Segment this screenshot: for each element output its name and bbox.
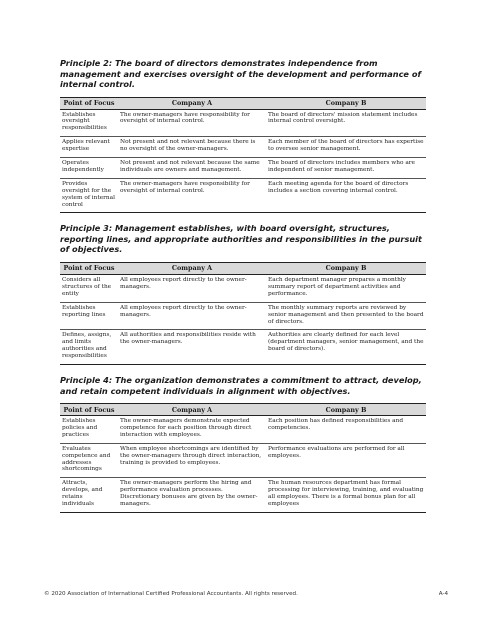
table-row (60, 274, 426, 302)
point-of-focus-cell: Establishes reporting lines (60, 302, 118, 330)
company-a-cell: The owner-managers have responsibility for oversight of internal control. (118, 178, 266, 213)
company-a-cell: Not present and not relevant because there is no oversight of the owner-managers. (118, 137, 266, 158)
company-b-cell: Authorities are clearly defined for each level (department managers, senior management, and the board of directors). (266, 330, 426, 365)
principle-3-heading: Principle 3: Management establishes, with board oversight, structures, reporting lines, and appropriate authorities and responsibilities in the pursuit of objectives. (60, 223, 422, 255)
column-header-company-a: Company A (118, 97, 266, 109)
point-of-focus-cell: Provides oversight for the system of internal control (60, 178, 118, 213)
table-row (60, 158, 426, 179)
table-row (60, 137, 426, 158)
point-of-focus-cell: Establishes policies and practices (60, 416, 118, 444)
principle-2-heading: Principle 2: The board of directors demonstrates independence from management and exercises oversight of the development and performance of internal control. (60, 58, 422, 89)
company-b-cell: Each position has defined responsibilities and competencies. (266, 416, 426, 444)
point-of-focus-cell: Establishes oversight responsibilities (60, 109, 118, 137)
point-of-focus-cell: Applies relevant expertise (60, 137, 118, 158)
company-b-cell: Performance evaluations are performed for all employees. (266, 443, 426, 478)
document-body (60, 58, 426, 523)
point-of-focus-cell: Defines, assigns, and limits authorities and responsibilities (60, 330, 118, 365)
page-number: A-4 (438, 591, 448, 597)
principle-4-table (60, 403, 426, 513)
company-a-cell: When employee shortcomings are identified by the owner-managers through direct interaction, training is provided to employees. (118, 443, 266, 478)
company-b-cell: The board of directors includes members who are independent of senior management. (266, 158, 426, 179)
table-row (60, 109, 426, 137)
company-a-cell: The owner-managers have responsibility for oversight of internal control. (118, 109, 266, 137)
table-row (60, 178, 426, 213)
company-a-cell: The owner-managers perform the hiring and performance evaluation processes. Discretionary bonuses are given by the owner-managers. (118, 478, 266, 513)
column-header-company-a: Company A (118, 404, 266, 416)
principle-4-heading: Principle 4: The organization demonstrates a commitment to attract, develop, and retain competent individuals in alignment with objectives. (60, 375, 422, 396)
table-header-row (60, 404, 426, 416)
column-header-company-a: Company A (118, 262, 266, 274)
table-row (60, 330, 426, 365)
company-a-cell: All employees report directly to the owner-managers. (118, 274, 266, 302)
copyright-notice: © 2020 Association of International Certified Professional Accountants. All rights reserved. (44, 591, 298, 597)
table-header-row (60, 97, 426, 109)
table-row (60, 478, 426, 513)
column-header-company-b: Company B (266, 404, 426, 416)
company-b-cell: The monthly summary reports are reviewed by senior management and then presented to the board of directors. (266, 302, 426, 330)
principle-2-table (60, 97, 426, 214)
column-header-point-of-focus: Point of Focus (60, 404, 118, 416)
column-header-point-of-focus: Point of Focus (60, 262, 118, 274)
point-of-focus-cell: Operates independently (60, 158, 118, 179)
principle-3-table (60, 262, 426, 365)
column-header-point-of-focus: Point of Focus (60, 97, 118, 109)
company-a-cell: All authorities and responsibilities reside with the owner-managers. (118, 330, 266, 365)
company-a-cell: The owner-managers demonstrate expected competence for each position through direct interaction with employees. (118, 416, 266, 444)
table-row (60, 302, 426, 330)
company-a-cell: Not present and not relevant because the same individuals are owners and management. (118, 158, 266, 179)
page-footer (44, 591, 448, 597)
point-of-focus-cell: Attracts, develops, and retains individuals (60, 478, 118, 513)
company-b-cell: Each member of the board of directors has expertise to oversee senior management. (266, 137, 426, 158)
company-b-cell: The human resources department has formal processing for interviewing, training, and evaluating all employees. There is a formal bonus plan for all employees (266, 478, 426, 513)
table-row (60, 416, 426, 444)
company-a-cell: All employees report directly to the owner-managers. (118, 302, 266, 330)
column-header-company-b: Company B (266, 262, 426, 274)
table-row (60, 443, 426, 478)
point-of-focus-cell: Evaluates competence and addresses shortcomings (60, 443, 118, 478)
column-header-company-b: Company B (266, 97, 426, 109)
point-of-focus-cell: Considers all structures of the entity (60, 274, 118, 302)
company-b-cell: The board of directors' mission statement includes internal control oversight. (266, 109, 426, 137)
table-header-row (60, 262, 426, 274)
company-b-cell: Each department manager prepares a monthly summary report of department activities and performance. (266, 274, 426, 302)
company-b-cell: Each meeting agenda for the board of directors includes a section covering internal control. (266, 178, 426, 213)
